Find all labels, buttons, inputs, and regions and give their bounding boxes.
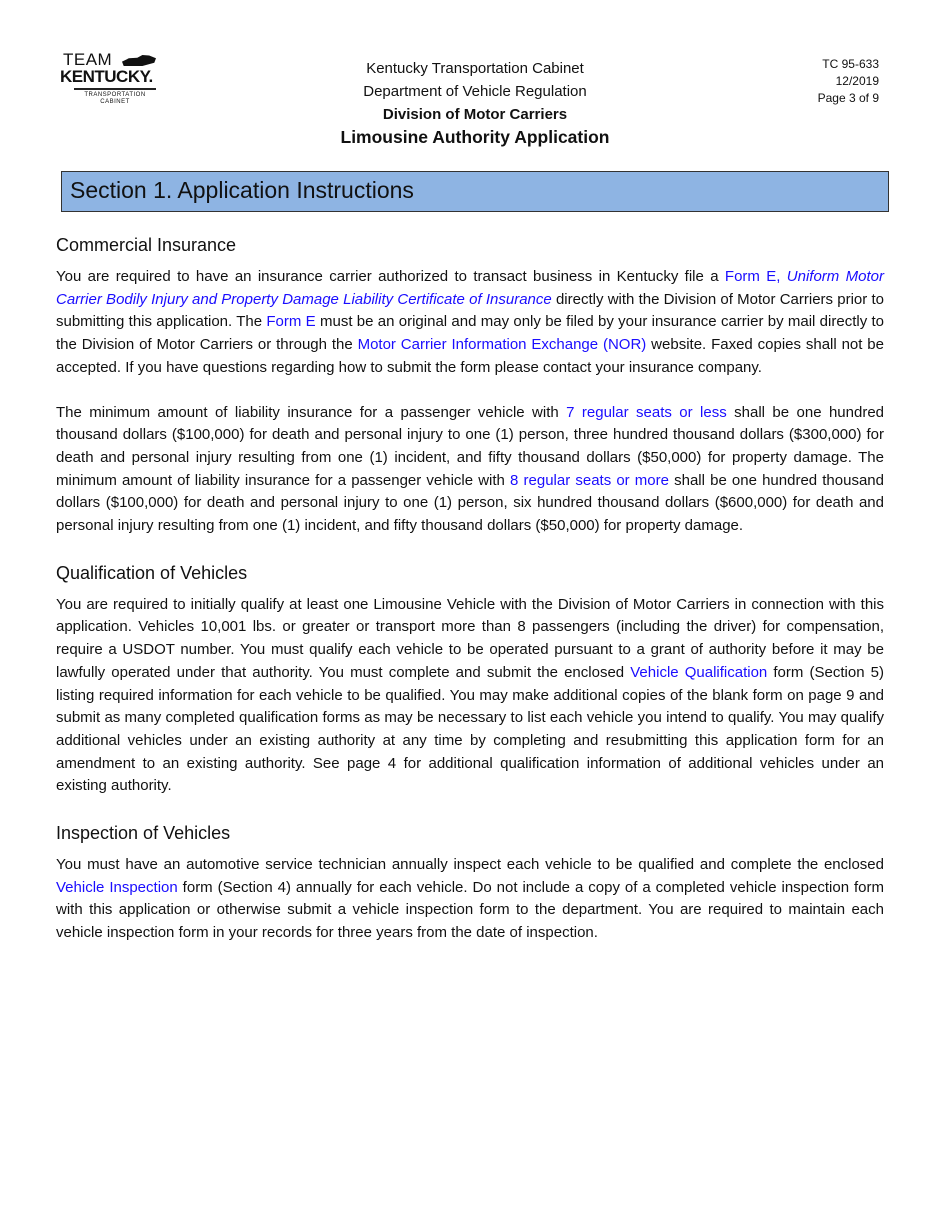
header-department: Department of Vehicle Regulation: [363, 83, 587, 100]
text: The minimum amount of liability insurance for a passenger vehicle with: [56, 403, 567, 421]
logo-kentucky: KENTUCKY.: [60, 67, 153, 86]
form-e-link[interactable]: Form E,: [724, 268, 787, 285]
text: form (Section 4) annually for each vehicle. Do not include a copy of a completed vehicle inspection form with this application or otherwise submit a vehicle inspection form to the department. You are required to maintain each vehicle inspection form in your records for three years from the date of inspection.: [56, 878, 885, 942]
instructions-body: [56, 232, 884, 967]
text: must be an original and may only be filed by your insurance carrier by mail directly to the Division of Motor Carriers or through the: [56, 313, 885, 354]
text: shall be one hundred thousand dollars ($100,000) for death and personal injury to one (1) person, six hundred thousand dollars ($600,000) for death and personal injury resulting from one (1) incident, and fifty thousand dollars ($50,000) for property damage.: [56, 471, 884, 535]
form-meta: [818, 56, 879, 107]
logo-cabinet: CABINET: [100, 99, 130, 105]
section-title: Section 1. Application Instructions: [70, 177, 414, 203]
heading-qualification: Qualification of Vehicles: [56, 562, 248, 583]
text: website. Faxed copies shall not be accepted. If you have questions regarding how to submit the form please contact your insurance company.: [56, 336, 884, 376]
logo-team: TEAM: [63, 50, 113, 69]
qualification-paragraph: [56, 594, 884, 798]
text: You must have an automotive service technician annually inspect each vehicle to be qualified and complete the enclosed: [56, 856, 884, 874]
form-date: 12/2019: [835, 74, 879, 88]
section-header: [61, 171, 889, 212]
nor-link[interactable]: Motor Carrier Information Exchange (NOR): [357, 336, 647, 354]
heading-inspection: Inspection of Vehicles: [56, 823, 231, 844]
text: form (Section 5) listing required information for each vehicle to be qualified. You may make additional copies of the blank form on page 9 and submit as many completed qualification forms as may be necessary to list each vehicle you intend to qualify. You may qualify additional vehicles under an existing authority at any time by completing and resubmitting this application form for an amendment to an existing authority. See page 4 for additional qualification information of additional vehicles under an existing authority.: [56, 663, 884, 795]
heading-commercial-insurance: Commercial Insurance: [56, 235, 237, 255]
seats-8-link[interactable]: 8 regular seats or more: [510, 471, 669, 489]
inspection-paragraph: [56, 854, 884, 945]
logo-divider: [74, 88, 156, 90]
page-number: Page 3 of 9: [817, 91, 879, 105]
seats-7-link[interactable]: 7 regular seats or less: [566, 403, 727, 421]
vehicle-qualification-link[interactable]: Vehicle Qualification: [630, 663, 768, 681]
text: You are required to initially qualify at least one Limousine Vehicle with the Division of Motor Carriers in connection with this application. Vehicles 10,001 lbs. or greater or transport more than 8 passengers (including the driver) for compensation, require a USDOT number. You must qualify each vehicle to be operated pursuant to a grant of authority before it may be lawfully operated under that authority. You must complete and submit the enclosed: [56, 595, 884, 681]
insurance-paragraph-2: [56, 402, 884, 538]
text: You are required to have an insurance carrier authorized to transact business in Kentucky file a: [56, 268, 725, 285]
form-e-link-2[interactable]: Form E: [266, 313, 316, 331]
vehicle-inspection-link[interactable]: Vehicle Inspection: [56, 878, 178, 896]
document-header: [300, 57, 650, 149]
logo-transportation: TRANSPORTATION: [84, 92, 146, 98]
insurance-paragraph-1: [56, 266, 884, 380]
form-number: TC 95-633: [822, 57, 879, 71]
form-e-title-link[interactable]: Uniform Motor Carrier Bodily Injury and Property Damage Liability Certificate of Insurance: [56, 268, 884, 308]
text: shall be one hundred thousand dollars ($100,000) for death and personal injury to one (1) person, three hundred thousand dollars ($300,000) for death and personal injury resulting from one (1) incident, and fifty thousand dollars ($50,000) for property damage. The minimum amount of liability insurance for a passenger vehicle with: [56, 403, 884, 489]
document-title: Limousine Authority Application: [340, 127, 610, 147]
text: directly with the Division of Motor Carriers prior to submitting this application. The: [56, 290, 884, 331]
header-cabinet: Kentucky Transportation Cabinet: [366, 60, 584, 77]
team-kentucky-logo: [60, 52, 170, 106]
header-division: Division of Motor Carriers: [382, 106, 568, 123]
